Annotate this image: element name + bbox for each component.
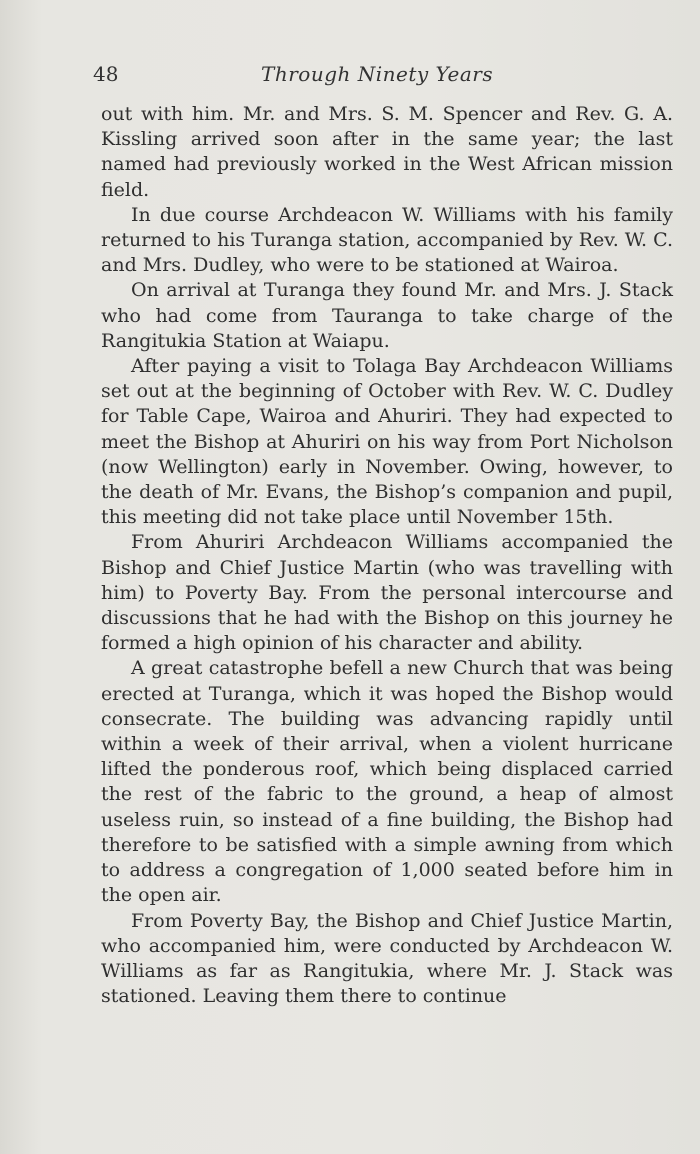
paragraph-5: From Ahuriri Archdeacon Williams accompanied the Bishop and Chief Justice Martin (who was travelling with him) to Poverty Bay. From the personal intercourse and discussions that he had with the Bishop on this journey he formed a high opinion of his character and ability.	[101, 531, 673, 655]
page-number: 48	[93, 62, 119, 86]
paragraph-4: After paying a visit to Tolaga Bay Archdeacon Williams set out at the beginning of October with Rev. W. C. Dudley for Table Cape, Wairoa and Ahuriri. They had expected to meet the Bishop at Ahuriri on his way from Port Nicholson (now Wellington) early in November. Owing, however, to the death of Mr. Evans, the Bishop’s companion and pupil, this meeting did not take place until November 15th.	[101, 355, 673, 529]
paragraph-2: In due course Archdeacon W. Williams with his family returned to his Turanga station, accompanied by Rev. W. C. and Mrs. Dudley, who were to be stationed at Wairoa.	[101, 203, 673, 277]
body-text	[101, 102, 673, 1009]
paragraph-6: A great catastrophe befell a new Church that was being erected at Turanga, which it was hoped the Bishop would consecrate. The building was advancing rapidly until within a week of their arrival, when a violent hurricane lifted the ponderous roof, which being displaced carried the rest of the fabric to the ground, a heap of almost useless ruin, so instead of a fine building, the Bishop had therefore to be satisfied with a simple awning from which to address a congregation of 1,000 seated before him in the open air.	[101, 657, 673, 907]
paragraph-7: From Poverty Bay, the Bishop and Chief Justice Martin, who accompanied him, were conducted by Archdeacon W. Williams as far as Rangitukia, where Mr. J. Stack was stationed. Leaving them there to continue	[101, 909, 673, 1008]
paragraph-3: On arrival at Turanga they found Mr. and Mrs. J. Stack who had come from Tauranga to take charge of the Rangitukia Station at Waiapu.	[101, 279, 673, 352]
running-title: Through Ninety Years	[261, 62, 494, 86]
paragraph-1: out with him. Mr. and Mrs. S. M. Spencer and Rev. G. A. Kissling arrived soon after in the same year; the last named had previously worked in the West African mission field.	[101, 103, 673, 201]
page-header	[93, 62, 673, 92]
